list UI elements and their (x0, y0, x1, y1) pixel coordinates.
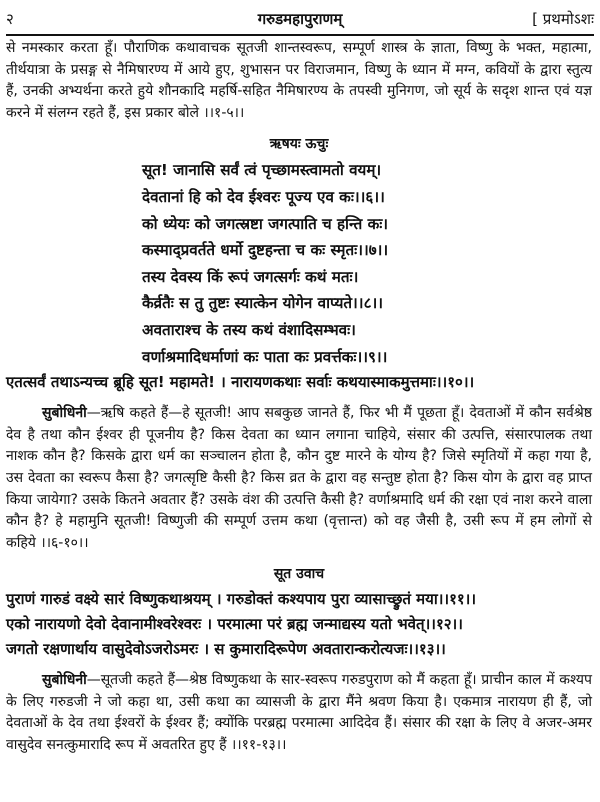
verse-line: को ध्येयः को जगत्स्रष्टा जगत्पाति च हन्ति कः। (142, 214, 389, 233)
suta-verse: एको नारायणो देवो देवानामीश्वरेश्वरः । परमात्मा परं ब्रह्म जन्माद्यस्य यतो भवेत्।।१२।। (6, 615, 463, 634)
commentary-label: सुबोधिनी (42, 672, 87, 689)
commentary-label: सुबोधिनी (42, 405, 87, 422)
page-number: २ (6, 10, 14, 28)
commentary-text: —ऋषि कहते हैं—हे सूतजी! आप सबकुछ जानते हैं, फिर भी मैं पूछता हूँ। देवताओं में कौन सर्वश्रेष्ठ देव है तथा कौन ईश्वर ही पूजनीय है? किस देवता का ध्यान लगाना चाहिये, संसार की उत्पत्ति, संसारपालक तथा नाशक कौन है? किसके द्वारा धर्म का सञ्चालन होता है, कौन दुष्ट मारने के योग्य है? जिसे स्मृतियों में कहा गया है, उस देवता का स्वरूप कैसा है? जगत्सृष्टि कैसी है? किस व्रत के द्वारा वह सन्तुष्ट होता है? किस योग के द्वारा वह प्राप्त किया जायेगा? उसके कितने अवतार हैं? उसके वंश की उत्पत्ति कैसी है? वर्णाश्रमादि धर्म की रक्षा एवं नाश करने वाला कौन है? हे महामुनि सूतजी! विष्णुजी की सम्पूर्ण उत्तम कथा (वृत्तान्त) को वह जैसी है, उसी रूप में हम लोगों से कहिये ।।६-१०।। (6, 405, 592, 551)
verse-line: सूत! जानासि सर्वं त्वं पृच्छामस्त्वामतो वयम्। (142, 161, 382, 180)
suta-heading: सूत उवाच (273, 566, 325, 583)
suta-verse: जगतो रक्षणार्थाय वासुदेवोऽजरोऽमरः । स कुमारादिरूपेण अवतारान्करोत्यजः।।१३।। (6, 640, 446, 659)
page-content (6, 38, 592, 757)
suta-verse: पुराणं गारुडं वक्ष्ये सारं विष्णुकथाश्रयम् । गरुडोक्तं कश्यपाय पुरा व्यासाच्छ्रुतं मया।।११।। (6, 590, 477, 609)
intro-paragraph: से नमस्कार करता हूँ। पौराणिक कथावाचक सूतजी शान्तस्वरूप, सम्पूर्ण शास्त्र के ज्ञाता, विष्णु के भक्त, महात्मा, तीर्थयात्रा के प्रसङ्ग से नैमिषारण्य में आये हुए, शुभासन पर विराजमान, विष्णु के ध्यान में मग्न, कवियों के द्वारा स्तुत्य हैं, उनकी अभ्यर्थना करते हुये शौनकादि महर्षि-सहित नैमिषारण्य के तपस्वी मुनिगण, जो सूर्य के सदृश शान्त एवं यज्ञ करने में संलग्न रहते हैं, इस प्रकार बोले ।।१-५।। (6, 40, 592, 121)
commentary-1 (6, 403, 592, 554)
commentary-2 (6, 670, 592, 756)
page-title: गरुडमहापुराणम् (257, 10, 343, 28)
verse-line: वर्णाश्रमादिधर्माणां कः पाता कः प्रवर्त्तकः।।९।। (142, 347, 388, 366)
rishis-heading: ऋषयः ऊचुः (269, 136, 329, 153)
verse-line: कस्माद्प्रवर्तते धर्मो दुष्टहन्ता च कः स्मृतः।।७।। (142, 241, 389, 260)
rishis-last-verse: एतत्सर्वं तथाऽन्यच्च ब्रूहि सूत! महामते! । नारायणकथाः सर्वाः कथयास्माकमुत्तमाः।।१०।। (6, 373, 475, 392)
verse-line: तस्य देवस्य किं रूपं जगत्सर्गः कथं मतः। (142, 267, 359, 286)
verse-line: अवताराश्च के तस्य कथं वंशादिसम्भवः। (142, 320, 356, 339)
verse-line: कैर्व्रतैः स तु तुष्टः स्यात्केन योगेन वाप्यते।।८।। (142, 294, 383, 313)
page-header (6, 4, 594, 36)
section-label: [ प्रथमोऽशः (532, 10, 594, 28)
verse-line: देवतानां हि को देव ईश्वरः पूज्य एव कः।।६।। (142, 187, 385, 206)
commentary-text: —सूतजी कहते हैं—श्रेष्ठ विष्णुकथा के सार-स्वरूप गरुडपुराण को मैं कहता हूँ। प्राचीन काल में कश्यप के लिए गरुडजी ने जो कहा था, उसी कथा का व्यासजी के द्वारा मैंने श्रवण किया है। एकमात्र नारायण ही हैं, जो देवताओं के देव तथा ईश्वरों के ईश्वर हैं; क्योंकि परब्रह्म परमात्मा आदिदेव हैं। संसार की रक्षा के लिए वे अजर-अमर वासुदेव सनत्कुमारादि रूप में अवतरित हुए हैं ।।११-१३।। (6, 672, 592, 754)
rishis-verses (142, 157, 592, 370)
